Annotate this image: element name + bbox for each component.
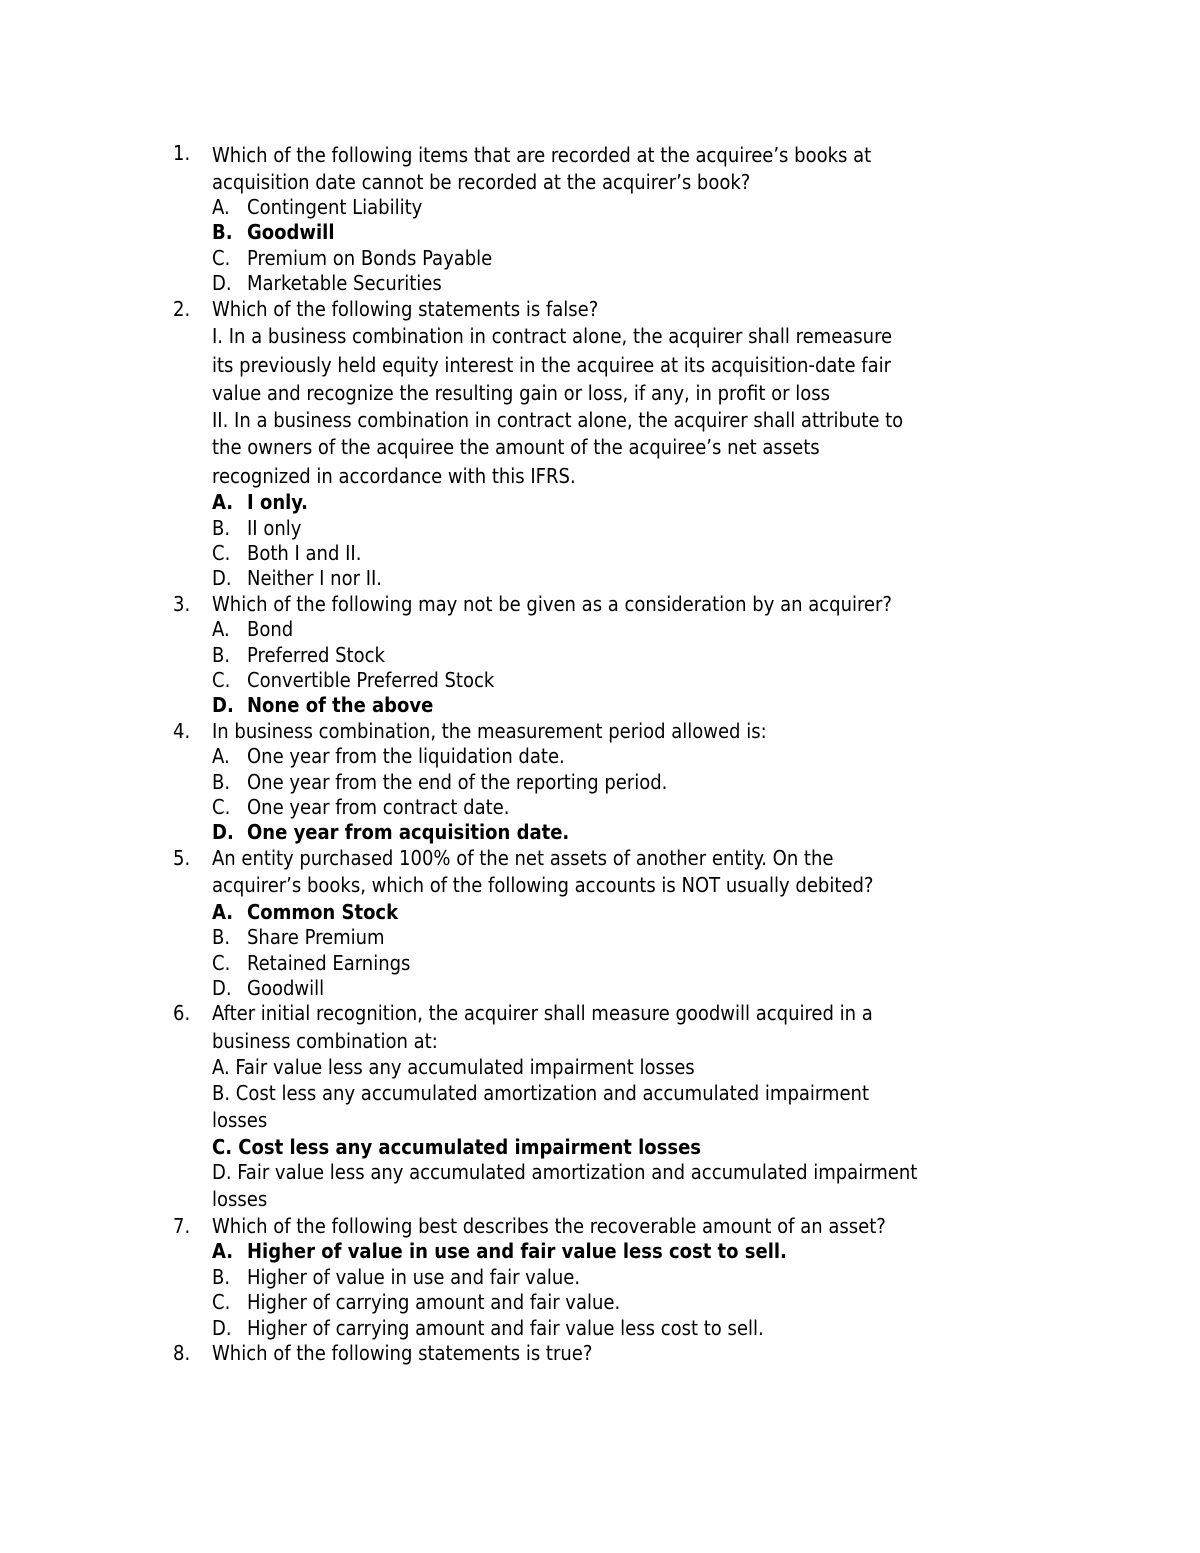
option-b bbox=[212, 220, 1072, 245]
option-text: Goodwill bbox=[247, 220, 335, 245]
option-letter: B. bbox=[212, 220, 233, 245]
question-stem-line: acquirer’s books, which of the following accounts is NOT usually debited? bbox=[212, 873, 874, 898]
option-letter: C. bbox=[212, 541, 231, 566]
question-stem-line: value and recognize the resulting gain or loss, if any, in profit or loss bbox=[212, 381, 830, 406]
option-letter: A. bbox=[212, 744, 230, 769]
question-stem-line: the owners of the acquiree the amount of the acquiree’s net assets bbox=[212, 435, 820, 460]
question-stem-line: Which of the following may not be given as a consideration by an acquirer? bbox=[212, 591, 892, 616]
option-text: One year from acquisition date. bbox=[247, 820, 570, 845]
option-text: Goodwill bbox=[247, 975, 325, 1000]
option-text: Share Premium bbox=[247, 925, 385, 950]
option-text: Common Stock bbox=[247, 899, 399, 924]
option-text: Higher of value in use and fair value. bbox=[247, 1264, 581, 1289]
option-d bbox=[212, 1316, 1072, 1341]
option-letter: C. bbox=[212, 668, 231, 693]
option-letter: B. bbox=[212, 925, 231, 950]
option-letter: A. bbox=[212, 1239, 234, 1264]
option-letter: D. bbox=[212, 693, 234, 718]
option-a bbox=[212, 744, 1072, 769]
option-c bbox=[212, 668, 1072, 693]
option-text: Contingent Liability bbox=[247, 194, 423, 219]
question-stem-line: Which of the following statements is true? bbox=[212, 1341, 593, 1365]
option-letter: D. bbox=[212, 820, 234, 845]
option-text: Both I and II. bbox=[247, 541, 362, 566]
option-d bbox=[212, 693, 1072, 718]
option-text: One year from the liquidation date. bbox=[247, 744, 565, 769]
option-a bbox=[212, 490, 1072, 515]
option-text: Higher of value in use and fair value less cost to sell. bbox=[247, 1239, 787, 1264]
question-stem-line: business combination at: bbox=[212, 1028, 438, 1053]
option-a bbox=[212, 900, 1072, 925]
option-text: Neither I nor II. bbox=[247, 566, 383, 591]
question-stem-line: Which of the following items that are recorded at the acquiree’s books at bbox=[212, 143, 872, 167]
option-text: One year from the end of the reporting period. bbox=[247, 769, 668, 794]
option-text: Preferred Stock bbox=[247, 642, 385, 667]
option-letter: C. bbox=[212, 1290, 231, 1315]
option-b-continuation: losses bbox=[212, 1108, 268, 1133]
option-letter: B. bbox=[212, 769, 231, 794]
option-letter: D. bbox=[212, 1315, 232, 1340]
question-7 bbox=[0, 1214, 1200, 1341]
option-b: B. Cost less any accumulated amortization and accumulated impairment bbox=[212, 1080, 869, 1105]
option-letter: B. bbox=[212, 1264, 231, 1289]
question-stem-line: Which of the following statements is false? bbox=[212, 296, 599, 321]
question-number: 3. bbox=[173, 591, 191, 616]
option-c bbox=[212, 246, 1072, 271]
option-text: Retained Earnings bbox=[247, 950, 411, 975]
question-stem-line: After initial recognition, the acquirer shall measure goodwill acquired in a bbox=[212, 1001, 873, 1026]
question-stem-line: recognized in accordance with this IFRS. bbox=[212, 463, 576, 488]
option-text: II only bbox=[247, 515, 302, 540]
question-8 bbox=[0, 1341, 1200, 1366]
question-stem-line: An entity purchased 100% of the net assets of another entity. On the bbox=[212, 845, 834, 870]
option-d-continuation: losses bbox=[212, 1187, 268, 1212]
option-letter: C. bbox=[212, 245, 231, 270]
option-letter: A. bbox=[212, 617, 230, 642]
option-c bbox=[212, 1290, 1072, 1315]
question-4 bbox=[0, 719, 1200, 846]
option-text: Higher of carrying amount and fair value. bbox=[247, 1290, 621, 1315]
option-letter: B. bbox=[212, 515, 231, 540]
option-letter: C. bbox=[212, 794, 231, 819]
option-b bbox=[212, 516, 1072, 541]
option-d bbox=[212, 820, 1072, 845]
question-stem-line: I. In a business combination in contract alone, the acquirer shall remeasure bbox=[212, 323, 893, 348]
option-b bbox=[212, 1265, 1072, 1290]
option-text: Bond bbox=[247, 617, 294, 642]
question-number: 5. bbox=[173, 845, 191, 870]
question-number: 8. bbox=[173, 1341, 191, 1365]
question-stem-line: acquisition date cannot be recorded at the acquirer’s book? bbox=[212, 169, 751, 194]
question-number: 1. bbox=[173, 141, 191, 165]
option-text: None of the above bbox=[247, 693, 434, 718]
option-b bbox=[212, 643, 1072, 668]
question-3 bbox=[0, 592, 1200, 719]
option-c bbox=[212, 795, 1072, 820]
option-text: Marketable Securities bbox=[247, 271, 442, 296]
option-letter: A. bbox=[212, 899, 234, 924]
option-b bbox=[212, 770, 1072, 795]
option-c: C. Cost less any accumulated impairment losses bbox=[212, 1134, 702, 1159]
question-list bbox=[0, 141, 1200, 1366]
option-d bbox=[212, 976, 1072, 1001]
question-number: 2. bbox=[173, 296, 191, 321]
option-letter: D. bbox=[212, 271, 232, 296]
question-6 bbox=[0, 1001, 1200, 1214]
option-d: D. Fair value less any accumulated amortization and accumulated impairment bbox=[212, 1160, 918, 1185]
option-letter: D. bbox=[212, 975, 232, 1000]
question-stem-line: Which of the following best describes the recoverable amount of an asset? bbox=[212, 1214, 886, 1239]
option-letter: A. bbox=[212, 194, 230, 219]
option-letter: A. bbox=[212, 490, 234, 515]
question-stem-line: its previously held equity interest in the acquiree at its acquisition-date fair bbox=[212, 352, 891, 377]
option-letter: B. bbox=[212, 642, 231, 667]
option-a bbox=[212, 195, 1072, 220]
option-d bbox=[212, 566, 1072, 591]
option-text: Premium on Bonds Payable bbox=[247, 245, 493, 270]
option-text: Higher of carrying amount and fair value less cost to sell. bbox=[247, 1315, 764, 1340]
option-a bbox=[212, 1239, 1072, 1264]
option-b bbox=[212, 925, 1072, 950]
option-text: One year from contract date. bbox=[247, 794, 510, 819]
option-c bbox=[212, 541, 1072, 566]
question-stem-line: II. In a business combination in contract alone, the acquirer shall attribute to bbox=[212, 407, 904, 432]
option-d bbox=[212, 271, 1072, 296]
question-2 bbox=[0, 297, 1200, 592]
option-a bbox=[212, 617, 1072, 642]
option-letter: D. bbox=[212, 566, 232, 591]
option-text: Convertible Preferred Stock bbox=[247, 668, 495, 693]
option-text: I only. bbox=[247, 490, 309, 515]
option-letter: C. bbox=[212, 950, 231, 975]
question-5 bbox=[0, 846, 1200, 1002]
option-c bbox=[212, 951, 1072, 976]
question-number: 6. bbox=[173, 1001, 191, 1026]
question-number: 7. bbox=[173, 1214, 191, 1239]
question-number: 4. bbox=[173, 718, 191, 743]
question-stem-line: In business combination, the measurement period allowed is: bbox=[212, 718, 767, 743]
question-1 bbox=[0, 141, 1200, 297]
option-a: A. Fair value less any accumulated impairment losses bbox=[212, 1055, 695, 1080]
